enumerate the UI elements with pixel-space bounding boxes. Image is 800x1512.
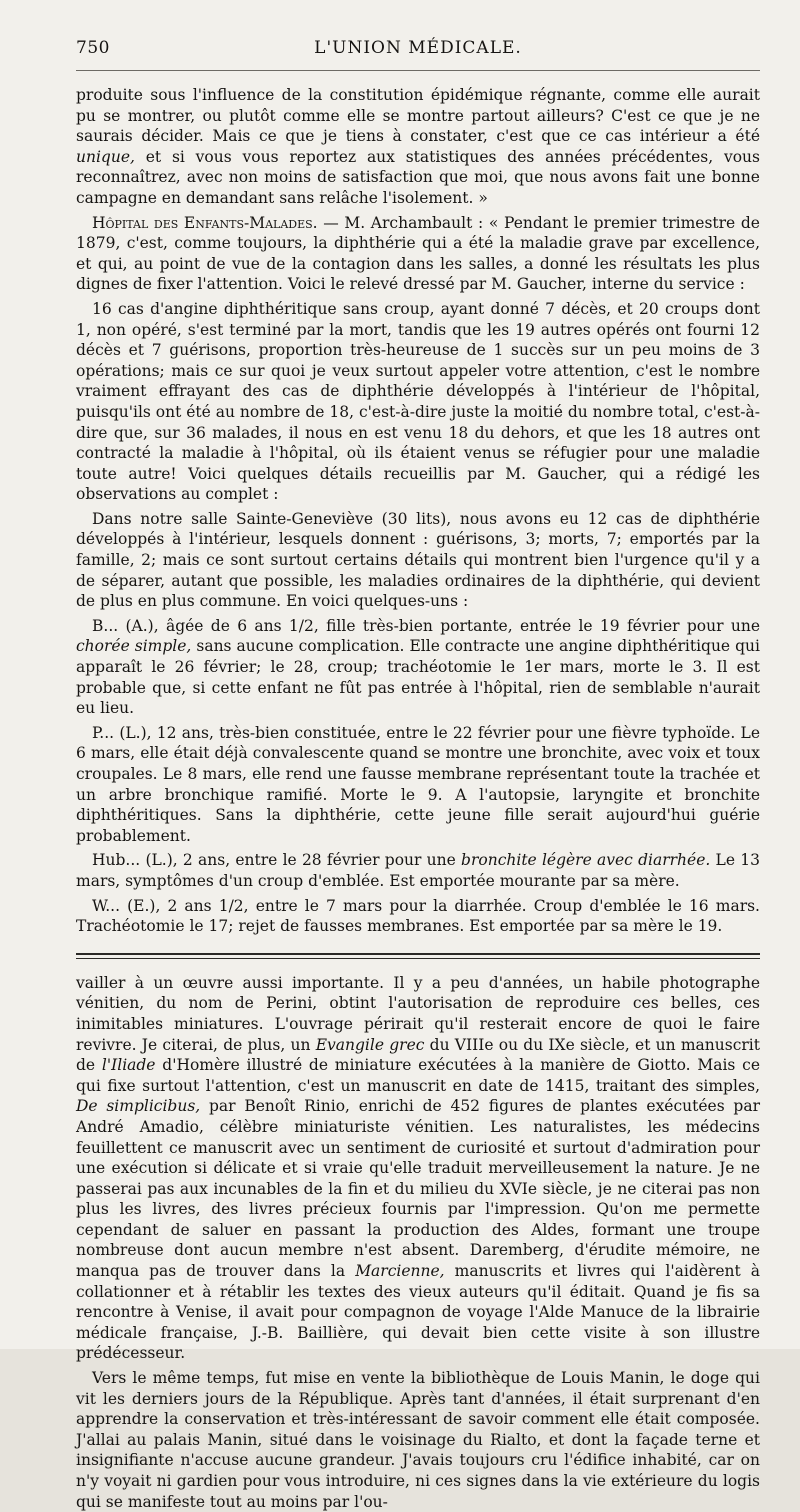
feuilleton-section xyxy=(76,973,760,1512)
hopital-label: Hôpital des Enfants-Malades. xyxy=(92,213,318,232)
section-separator xyxy=(76,953,760,955)
case-p-paragraph: P... (L.), 12 ans, très-bien constituée, entre le 22 février pour une fièvre typhoïde. Le 6 mars, elle était déjà convalescente quand se montre une bronchite, avec voix et toux croupales. Le 8 mars, elle rend une fausse membrane représentant toute la trachée et un arbre bronchique ramifié. Morte le 9. A l'autopsie, laryngite et bronchite diphthéritiques. Sans la diphthérie, cette jeune fille serait aujourd'hui guérie probablement. xyxy=(76,723,760,845)
feuilleton-paragraph-2: Vers le même temps, fut mise en vente la bibliothèque de Louis Manin, le doge qui vit les derniers jours de la République. Après tant d'années, il était surprenant d'en apprendre la conservation et très-intéressant de savoir comment elle était composée. J'allai au palais Manin, situé dans le voisinage du Rialto, et dont la façade terne et insignifiante n'accuse aucune grandeur. J'avais toujours cru l'édifice inhabité, car on n'y voyait ni gardien pour vous introduire, ni ces signes dans la vie extérieure du logis qui se manifeste tout au moins par l'ou- xyxy=(76,1369,760,1511)
case-b-paragraph: B... (A.), âgée de 6 ans 1/2, fille très-bien portante, entrée le 19 février pour une chorée simple, sans aucune complication. Elle contracte une angine diphthéritique qui apparaît le 26 février; le 28, croup; trachéotomie le 1er mars, morte le 3. Il est probable que, si cette enfant ne fût pas entrée à l'hôpital, rien de semblable n'aurait eu lieu. xyxy=(76,616,760,718)
case-hub-paragraph: Hub... (L.), 2 ans, entre le 28 février pour une bronchite légère avec diarrhée. Le 13 mars, symptômes d'un croup d'emblée. Est emportée mourante par sa mère. xyxy=(76,851,760,890)
feuilleton-paragraph-1: vailler à un œuvre aussi importante. Il y a peu d'années, un habile photographe vénitien, du nom de Perini, obtint l'autorisation de reproduire ces belles, ces inimitables miniatures. L'ouvrage périrait qu'il resterait encore de quoi le faire revivre. Je citerai, de plus, un Evangile grec du VIIIe ou du IXe siècle, et un manuscrit de l'Iliade d'Homère illustré de miniature exécutées à la manière de Giotto. Mais ce qui fixe surtout l'attention, c'est un manuscrit en date de 1415, traitant des simples, De simplicibus, par Benoît Rinio, enrichi de 452 figures de plantes exécutées par André Amadio, célèbre miniaturiste vénitien. Les naturalistes, les médecins feuillettent ce manuscrit avec un sentiment de curiosité et surtout d'admiration pour une exécution si délicate et si vraie qu'elle traduit merveilleusement la nature. Je ne passerai pas aux incunables de la fin et du milieu du XVIe siècle, je ne citerai pas non plus les livres, des livres précieux fournis par l'impression. Qu'on me permette cependant de saluer en passant la production des Aldes, formant une troupe nombreuse dont aucun membre n'est absent. Daremberg, d'érudite mémoire, ne manqua pas de trouver dans la Marcienne, manuscrits et livres qui l'aidèrent à collationner et à rétablir les textes des vieux auteurs qu'il éditait. Quand je fis sa rencontre à Venise, il avait pour compagnon de voyage l'Alde Manuce de la librairie médicale française, J.-B. Baillière, qui devait bien cette visite à son illustre prédécesseur. xyxy=(76,973,761,1363)
hospital-report-section xyxy=(76,85,760,937)
journal-title: L'UNION MÉDICALE. xyxy=(314,38,522,58)
salle-paragraph: Dans notre salle Sainte-Geneviève (30 lits), nous avons eu 12 cas de diphthérie développés à l'intérieur, lesquels donnent : guérisons, 3; morts, 7; emportés par la famille, 2; mais ce sont surtout certains détails qui montrent bien l'urgence qu'il y a de séparer, autant que possible, les maladies ordinaires de la diphthérie, qui devient de plus en plus commune. En voici quelques-uns : xyxy=(76,509,760,611)
header-rule xyxy=(76,70,760,71)
intro-paragraph: produite sous l'influence de la constitution épidémique régnante, comme elle aurait pu se montrer, ou plutôt comme elle se montre partout ailleurs? C'est ce que je ne saurais décider. Mais ce que je tiens à constater, c'est que ce cas intérieur a été unique, et si vous vous reportez aux statistiques des années précédentes, vous reconnaîtrez, avec non moins de satisfaction que moi, que nous avons fait une bonne campagne en demandant sans relâche l'isolement. » xyxy=(76,86,760,207)
page-number: 750 xyxy=(76,38,110,58)
page-header xyxy=(76,34,760,60)
hopital-paragraph: Hôpital des Enfants-Malades. — M. Archambault : « Pendant le premier trimestre de 1879, c'est, comme toujours, la diphthérie qui a été la maladie grave par excellence, et qui, au point de vue de la contagion dans les salles, a donné les résultats les plus dignes de fixer l'attention. Voici le relevé dressé par M. Gaucher, interne du service : xyxy=(76,213,760,294)
case-w-paragraph: W... (E.), 2 ans 1/2, entre le 7 mars pour la diarrhée. Croup d'emblée le 16 mars. Trachéotomie le 17; rejet de fausses membranes. Est emportée par sa mère le 19. xyxy=(76,896,760,936)
stats-paragraph: 16 cas d'angine diphthéritique sans croup, ayant donné 7 décès, et 20 croups dont 1, non opéré, s'est terminé par la mort, tandis que les 19 autres opérés ont fourni 12 décès et 7 guérisons, proportion très-heureuse de 1 succès sur un peu moins de 3 opérations; mais ce sur quoi je veux surtout appeler votre attention, c'est le nombre vraiment effrayant des cas de diphthérie développés à l'intérieur de l'hôpital, puisqu'ils ont été au nombre de 18, c'est-à-dire juste la moitié du nombre total, c'est-à-dire que, sur 36 malades, il nous en est venu 18 du dehors, et que les 18 autres ont contracté la maladie à l'hôpital, où ils étaient venus se réfugier pour une maladie toute autre! Voici quelques détails recueillis par M. Gaucher, qui a rédigé les observations au complet : xyxy=(76,299,760,504)
